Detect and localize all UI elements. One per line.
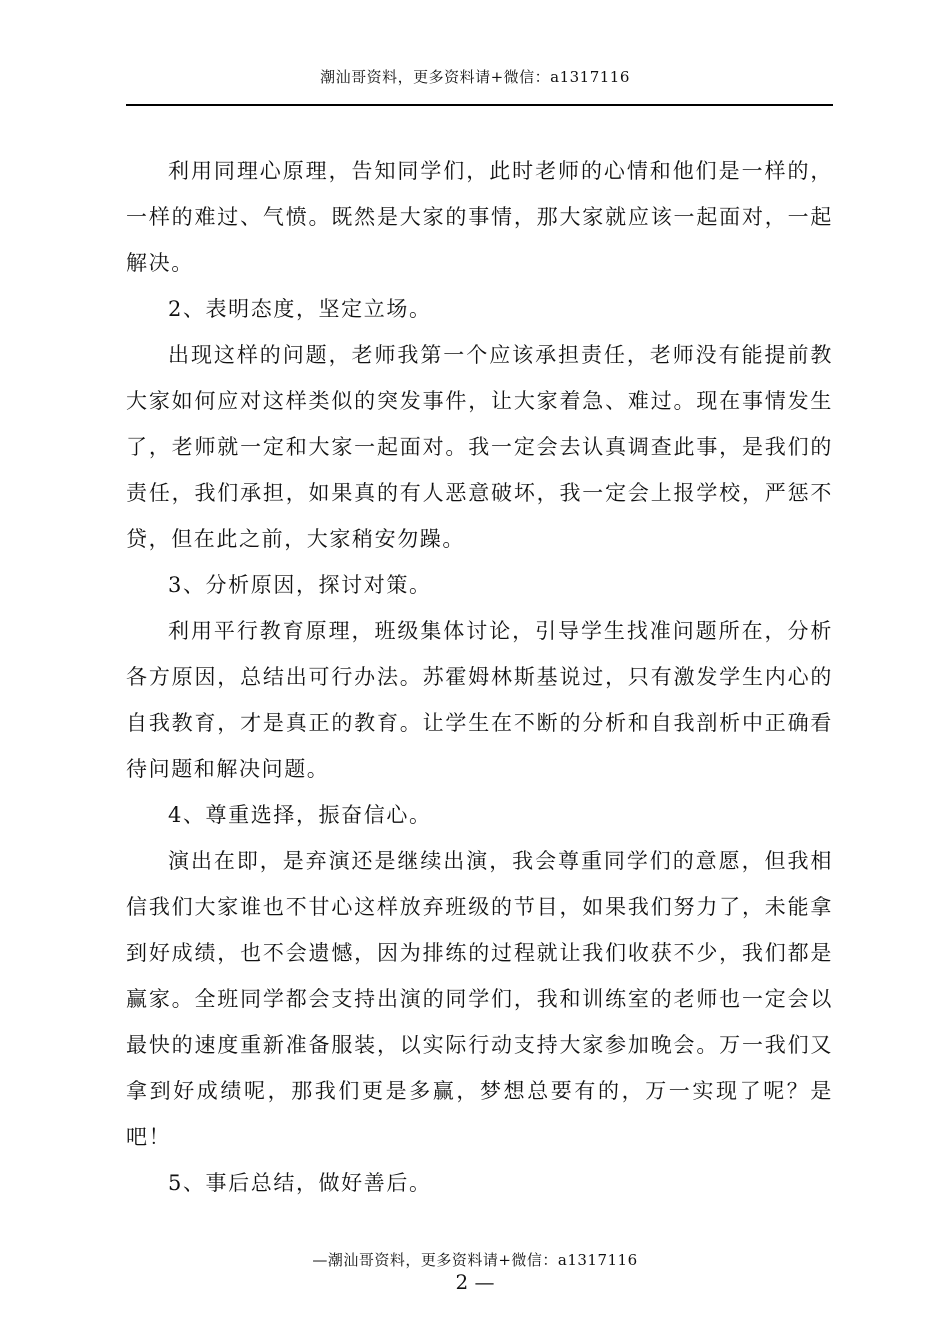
document-body <box>126 148 833 1206</box>
paragraph: 利用同理心原理，告知同学们，此时老师的心情和他们是一样的，一样的难过、气愤。既然是大家的事情，那大家就应该一起面对，一起解决。 <box>126 159 833 275</box>
page-header: 潮汕哥资料，更多资料请+微信：a1317116 <box>320 68 630 86</box>
section-heading: 3、分析原因，探讨对策。 <box>168 573 432 597</box>
paragraph: 演出在即，是弃演还是继续出演，我会尊重同学们的意愿，但我相信我们大家谁也不甘心这样放弃班级的节目，如果我们努力了，未能拿到好成绩，也不会遗憾，因为排练的过程就让我们收获不少，我们都是赢家。全班同学都会支持出演的同学们，我和训练室的老师也一定会以最快的速度重新准备服装，以实际行动支持大家参加晚会。万一我们又拿到好成绩呢，那我们更是多赢，梦想总要有的，万一实现了呢？是吧！ <box>126 849 833 1149</box>
paragraph: 出现这样的问题，老师我第一个应该承担责任，老师没有能提前教大家如何应对这样类似的突发事件，让大家着急、难过。现在事情发生了，老师就一定和大家一起面对。我一定会去认真调查此事，是我们的责任，我们承担，如果真的有人恶意破坏，我一定会上报学校，严惩不贷，但在此之前，大家稍安勿躁。 <box>126 343 833 551</box>
paragraph: 利用平行教育原理，班级集体讨论，引导学生找准问题所在，分析各方原因，总结出可行办法。苏霍姆林斯基说过，只有激发学生内心的自我教育，才是真正的教育。让学生在不断的分析和自我剖析中正确看待问题和解决问题。 <box>126 619 833 781</box>
section-heading: 5、事后总结，做好善后。 <box>168 1171 432 1195</box>
section-heading: 2、表明态度，坚定立场。 <box>168 297 432 321</box>
page-footer: —潮汕哥资料，更多资料请+微信：a1317116 <box>312 1251 638 1269</box>
page-number: 2 — <box>455 1270 495 1294</box>
section-heading: 4、尊重选择，振奋信心。 <box>168 803 432 827</box>
header-divider <box>126 104 833 106</box>
